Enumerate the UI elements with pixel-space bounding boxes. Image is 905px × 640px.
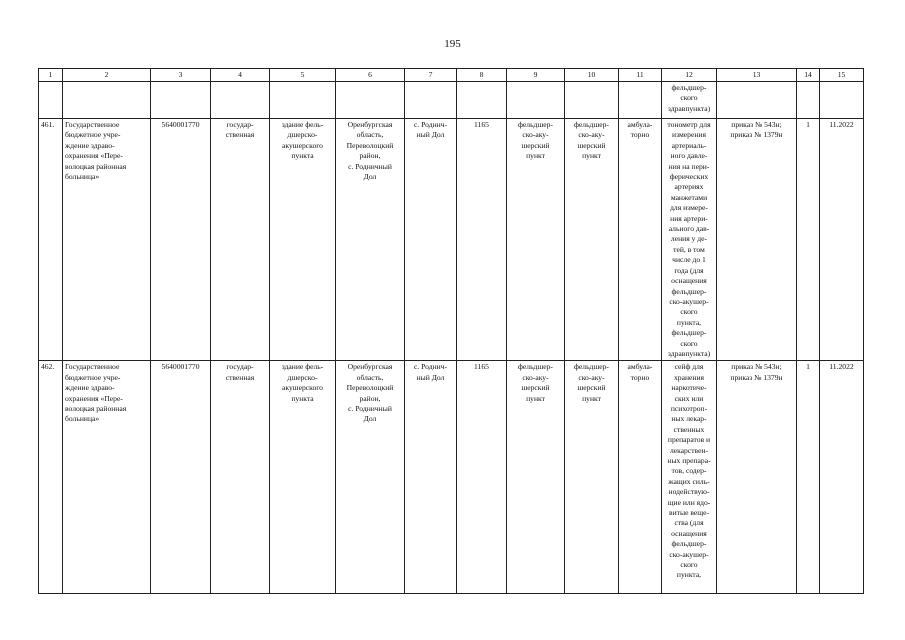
- organization-cell: Государственное бюджетное учре- ждение здраво- охранения «Пере- волоцкая районная больница»: [63, 119, 151, 361]
- equipment-continuation-cell: фельдшер- ского здравпункта): [662, 82, 717, 119]
- unit-name-cell: фельдшер- ско-аку- шерский пункт: [565, 361, 619, 594]
- column-header: 1: [39, 69, 63, 82]
- continuation-row: [39, 82, 864, 119]
- table-cell: [457, 82, 507, 119]
- column-header: 10: [565, 69, 619, 82]
- column-header: 6: [336, 69, 405, 82]
- date-cell: 11.2022: [820, 361, 864, 594]
- population-cell: 1165: [457, 119, 507, 361]
- care-type-cell: амбула- торно: [619, 361, 662, 594]
- ownership-cell: государ- ственная: [211, 119, 270, 361]
- equipment-cell: сейф для хранения наркотиче- ских или психотроп- ных лекар- ственных препаратов и лекарствен- ных препара- тов, содер- жащих силь- нодействую- щие или ядо- витые веще- ства (для оснащения фельдшер- ско-акушер- ского пункта,: [662, 361, 717, 594]
- table-cell: [211, 82, 270, 119]
- unit-type-cell: фельдшер- ско-аку- шерский пункт: [507, 119, 565, 361]
- table-cell: [39, 82, 63, 119]
- locality-cell: с. Роднич- ный Дол: [405, 361, 457, 594]
- order-cell: приказ № 543н; приказ № 1379н: [717, 361, 797, 594]
- table-cell: [717, 82, 797, 119]
- locality-cell: с. Родннч- ный Дол: [405, 119, 457, 361]
- inn-cell: 5640001770: [151, 119, 211, 361]
- column-header: 3: [151, 69, 211, 82]
- table-row: [39, 361, 864, 594]
- table-cell: [619, 82, 662, 119]
- column-header: 9: [507, 69, 565, 82]
- care-type-cell: амбула- торно: [619, 119, 662, 361]
- row-number-cell: 462.: [39, 361, 63, 594]
- table-cell: [336, 82, 405, 119]
- column-header: 15: [820, 69, 864, 82]
- address-cell: Оренбургская область, Переволоцкий район, с. Родничный Дол: [336, 119, 405, 361]
- building-cell: здание фель- дшерско- акушерского пункта: [270, 119, 336, 361]
- unit-type-cell: фельдшер- ско-аку- шерский пункт: [507, 361, 565, 594]
- building-cell: здание фель- дшерско- акушерского пункта: [270, 361, 336, 594]
- column-header: 7: [405, 69, 457, 82]
- row-number-cell: 461.: [39, 119, 63, 361]
- quantity-cell: 1: [797, 119, 820, 361]
- page-number: 195: [444, 38, 461, 50]
- column-header: 8: [457, 69, 507, 82]
- column-header: 14: [797, 69, 820, 82]
- column-header: 4: [211, 69, 270, 82]
- table-cell: [797, 82, 820, 119]
- table-cell: [151, 82, 211, 119]
- table-cell: [565, 82, 619, 119]
- organization-cell: Государственное бюджетное учре- ждение здраво- охранения «Пере- волоцкая районная больница»: [63, 361, 151, 594]
- unit-name-cell: фельдшер- ско-аку- шерский пункт: [565, 119, 619, 361]
- column-header: 5: [270, 69, 336, 82]
- table-cell: [63, 82, 151, 119]
- table-cell: [270, 82, 336, 119]
- column-header: 13: [717, 69, 797, 82]
- table-row: [39, 119, 864, 361]
- equipment-cell: тонометр для измерения артериаль- ного давле- ния на пери- ферических артериях манжетами для измере- ния артери- ального дав- ления у де- тей, в том числе до 1 года (для оснащения фельдшер- ско-акушер- ского пункта, фельдшер- ского здравпункта): [662, 119, 717, 361]
- equipment-table: [38, 68, 864, 594]
- population-cell: 1165: [457, 361, 507, 594]
- address-cell: Оренбургская область, Переволоцкий район, с. Родничный Дол: [336, 361, 405, 594]
- table-cell: [820, 82, 864, 119]
- inn-cell: 5640001770: [151, 361, 211, 594]
- column-header: 2: [63, 69, 151, 82]
- column-header: 11: [619, 69, 662, 82]
- table-cell: [405, 82, 457, 119]
- date-cell: 11.2022: [820, 119, 864, 361]
- quantity-cell: 1: [797, 361, 820, 594]
- column-number-row: [39, 69, 864, 82]
- table-cell: [507, 82, 565, 119]
- order-cell: приказ № 543н; приказ № 1379н: [717, 119, 797, 361]
- column-header: 12: [662, 69, 717, 82]
- ownership-cell: государ- ственная: [211, 361, 270, 594]
